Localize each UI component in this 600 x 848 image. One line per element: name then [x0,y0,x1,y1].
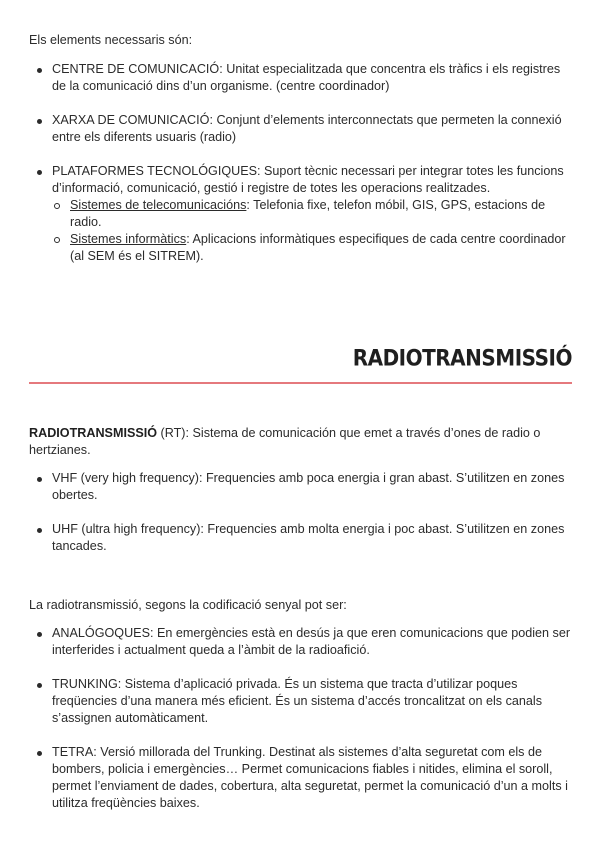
list-item: ANALÓGOQUES: En emergències està en desús ja que eren comunicacions que podien ser interferides i actualment queda a l’àmbit de la radioafició. [29,625,574,659]
section-heading: RADIOTRANSMISSIÓ [352,344,572,372]
intro-text: Els elements necessaris són: [29,33,193,47]
list-item: UHF (ultra high frequency): Frequencies amb molta energia i poc abast. S’utilitzen en zones tancades. [29,521,574,555]
definition-paragraph [29,425,574,459]
coding-list [29,676,574,727]
sub-list-item [52,197,574,231]
elements-list [29,61,574,95]
definition-text: (RT): Sistema de comunicación que emet a través d’ones de radio o hertzianes. [29,426,541,457]
list-item: VHF (very high frequency): Frequencies amb poca energia i gran abast. S’utilitzen en zones obertes. [29,470,574,504]
list-item: XARXA DE COMUNICACIÓ: Conjunt d’elements interconnectats que permeten la connexió entre els diferents usuaris (radio) [29,112,574,146]
frequency-list [29,470,574,504]
platforms-block [29,163,574,265]
sub-item-desc: : Telefonia fixe, telefon móbil, GIS, GPS, estacions de radio. [70,198,546,229]
list-item: TRUNKING: Sistema d’aplicació privada. És un sistema que tracta d’utilizar poques freqüencies d’una manera més eficient. És un sistema d’accés troncalitzat on els canals s’assignen automàticament. [29,676,574,727]
coding-list [29,744,574,812]
heading-divider [29,382,572,384]
definition-term: RADIOTRANSMISSIÓ [29,426,158,440]
frequency-list [29,521,574,555]
sub-item-desc: : Aplicacions informàtiques especifiques de cada centre coordinador (al SEM és el SITREM). [70,232,566,263]
list-item: TETRA: Versió millorada del Trunking. Destinat als sistemes d’alta seguretat com els de bombers, policia i emergències… Permet comunicacions fiables i nitides, elimina el soroll, permet l’enviament de dades, cobertura, alta seguretat, permet la comunicació d’un a molts i utilitza freqüències baixes. [29,744,574,812]
sub-list-item [52,231,574,265]
sub-item-term: Sistemes informàtics [70,232,187,246]
list-item: PLATAFORMES TECNOLÓGIQUES: Suport tècnic necessari per integrar totes les funcions d’informació, comunicació, gestió i registre de totes les operacions realitzades. [29,163,574,197]
sub-item-term: Sistemes de telecomunicacións [70,198,247,212]
coding-list [29,625,574,659]
coding-intro: La radiotransmissió, segons la codificació senyal pot ser: [29,598,347,612]
sub-list [52,197,574,265]
list-item: CENTRE DE COMUNICACIÓ: Unitat especialitzada que concentra els tràfics i els registres de la comunicació dins d’un organisme. (centre coordinador) [29,61,574,95]
elements-list [29,112,574,146]
